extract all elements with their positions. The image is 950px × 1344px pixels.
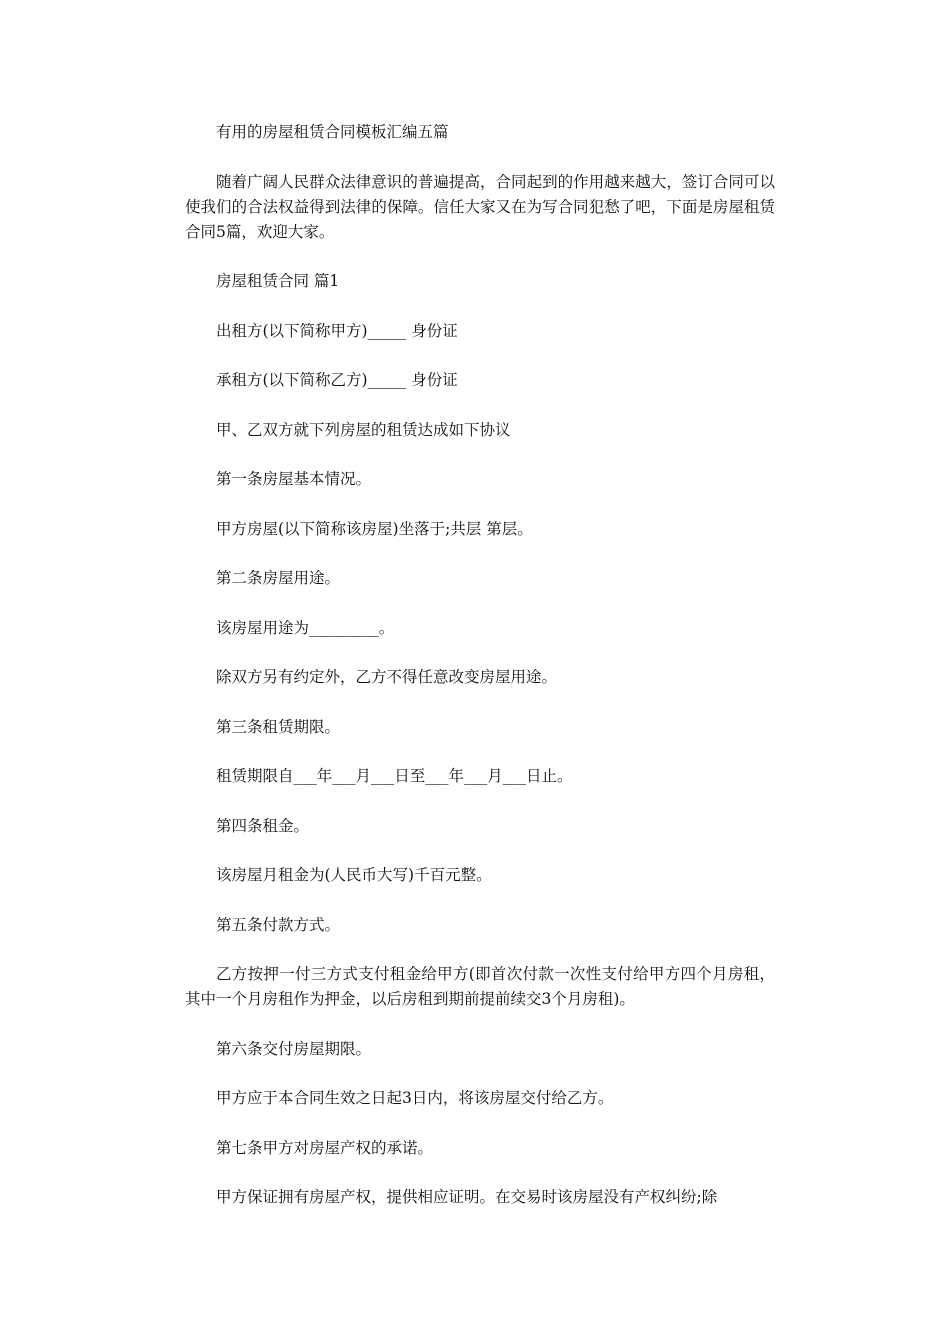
clause-heading: 第一条房屋基本情况。	[216, 470, 372, 488]
clause-heading: 第三条租赁期限。	[216, 717, 341, 736]
section-heading: 房屋租赁合同 篇1	[216, 272, 340, 290]
paragraph: 出租方(以下简称甲方)_____ 身份证	[216, 321, 458, 340]
paragraph: 承租方(以下简称乙方)_____ 身份证	[216, 371, 458, 389]
paragraph: 除双方另有约定外，乙方不得任意改变房屋用途。	[216, 668, 558, 686]
clause-heading: 第六条交付房屋期限。	[216, 1039, 372, 1058]
document-body	[185, 120, 775, 1235]
paragraph: 该房屋月租金为(人民币大写)千百元整。	[216, 866, 492, 884]
clause-heading: 第七条甲方对房屋产权的承诺。	[216, 1138, 434, 1157]
paragraph: 甲方房屋(以下简称该房屋)坐落于;共层 第层。	[216, 519, 533, 538]
paragraph: 甲、乙双方就下列房屋的租赁达成如下协议	[216, 420, 511, 439]
paragraph: 甲方保证拥有房屋产权，提供相应证明。在交易时该房屋没有产权纠纷;除	[216, 1188, 718, 1206]
clause-heading: 第二条房屋用途。	[216, 569, 341, 587]
document-title: 有用的房屋租赁合同模板汇编五篇	[216, 123, 449, 141]
intro-paragraph: 随着广阔人民群众法律意识的普遍提高，合同起到的作用越来越大，签订合同可以使我们的合法权益得到法律的保障。信任大家又在为写合同犯愁了吧，下面是房屋租赁合同5篇，欢迎大家。	[185, 172, 775, 241]
paragraph: 租赁期限自___年___月___日至___年___月___日止。	[216, 767, 573, 785]
paragraph: 该房屋用途为_________。	[216, 618, 395, 637]
paragraph: 乙方按押一付三方式支付租金给甲方(即首次付款一次性支付给甲方四个月房租，其中一个月房租作为押金，以后房租到期前提前续交3个月房租)。	[185, 965, 775, 1008]
clause-heading: 第五条付款方式。	[216, 915, 341, 934]
paragraph: 甲方应于本合同生效之日起3日内，将该房屋交付给乙方。	[216, 1089, 614, 1107]
clause-heading: 第四条租金。	[216, 816, 310, 835]
